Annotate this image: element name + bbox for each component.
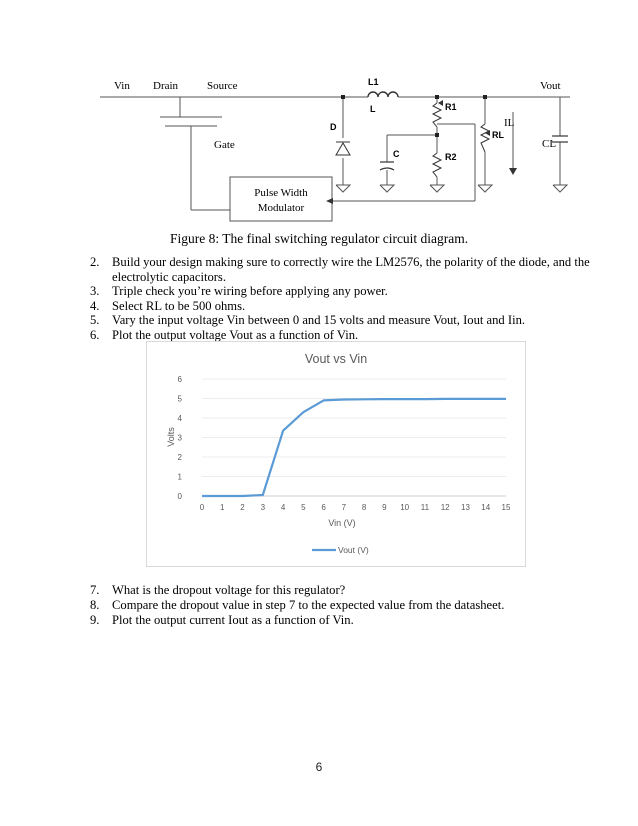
step-text: Triple check you’re wiring before applying any power. [112, 284, 388, 299]
step-text: Plot the output current Iout as a function of Vin. [112, 613, 354, 628]
chart-title: Vout vs Vin [304, 352, 368, 366]
step-item [90, 299, 590, 314]
legend-label: Vout (V) [338, 545, 369, 555]
y-tick-label: 3 [177, 433, 182, 443]
step-text: Compare the dropout value in step 7 to the expected value from the datasheet. [112, 598, 505, 613]
x-tick-label: 9 [382, 503, 387, 512]
x-tick-label: 0 [199, 503, 205, 512]
y-tick-label: 6 [177, 375, 182, 384]
label-l: L [370, 104, 376, 114]
step-item [90, 598, 590, 613]
step-text: Select RL to be 500 ohms. [112, 298, 246, 313]
label-pwm-line2: Modulator [257, 202, 305, 214]
x-tick-label: 13 [461, 503, 470, 512]
x-tick-label: 8 [361, 503, 367, 512]
step-item [90, 255, 590, 284]
label-gate: Gate [214, 139, 235, 151]
steps-list-a [90, 255, 590, 343]
step-number: 6. [90, 327, 100, 342]
x-tick-label: 7 [341, 503, 347, 512]
x-tick-label: 2 [240, 503, 245, 512]
label-c: C [393, 149, 400, 159]
circuit-diagram [100, 72, 580, 232]
y-tick-label: 5 [177, 394, 182, 404]
page-number: 6 [315, 760, 323, 774]
x-tick-label: 14 [481, 503, 491, 512]
label-cl: CL [542, 138, 557, 150]
x-tick-label: 12 [440, 503, 450, 512]
x-tick-label: 4 [280, 503, 286, 512]
label-vin: Vin [114, 80, 130, 92]
y-tick-label: 0 [177, 492, 182, 501]
x-axis-label: Vin (V) [328, 518, 356, 528]
label-r1: R1 [445, 102, 457, 112]
x-tick-label: 5 [301, 503, 306, 512]
step-number: 5. [90, 313, 100, 328]
y-tick-label: 4 [177, 414, 182, 423]
step-text: Build your design making sure to correctly wire the LM2576, the polarity of the diode, and the electrolytic capacitors. [112, 255, 590, 284]
x-tick-label: 3 [260, 503, 266, 512]
figure-caption: Figure 8: The final switching regulator circuit diagram. [170, 231, 469, 246]
step-text: What is the dropout voltage for this regulator? [112, 583, 346, 597]
label-rl: RL [492, 130, 504, 140]
label-il: IL [504, 117, 515, 129]
vout-vs-vin-chart [146, 341, 526, 567]
steps-list-b [90, 583, 590, 629]
step-number: 9. [90, 613, 100, 628]
step-item [90, 313, 590, 328]
label-source: Source [207, 80, 238, 92]
step-item [90, 613, 590, 628]
step-item [90, 284, 590, 299]
x-tick-label: 10 [400, 503, 410, 512]
label-pwm-line1: Pulse Width [254, 187, 308, 199]
step-number: 8. [90, 598, 100, 613]
label-d: D [330, 122, 337, 132]
step-item [90, 583, 590, 598]
x-tick-label: 15 [501, 503, 511, 512]
x-tick-label: 11 [420, 503, 430, 512]
label-vout: Vout [540, 80, 561, 92]
y-tick-label: 2 [177, 453, 182, 462]
x-tick-label: 1 [220, 503, 225, 512]
y-axis-label: Volts [166, 427, 176, 447]
step-text: Vary the input voltage Vin between 0 and 15 volts and measure Vout, Iout and Iin. [112, 313, 526, 328]
step-text: Plot the output voltage Vout as a function of Vin. [112, 327, 359, 342]
label-l1: L1 [368, 77, 379, 87]
x-tick-label: 6 [321, 503, 326, 512]
label-drain: Drain [153, 80, 179, 92]
y-tick-label: 1 [177, 472, 182, 482]
step-number: 2. [90, 255, 100, 269]
chart-frame [147, 342, 526, 567]
label-r2: R2 [445, 152, 457, 162]
step-number: 3. [90, 284, 100, 299]
step-number: 7. [90, 583, 100, 597]
step-number: 4. [90, 298, 100, 313]
